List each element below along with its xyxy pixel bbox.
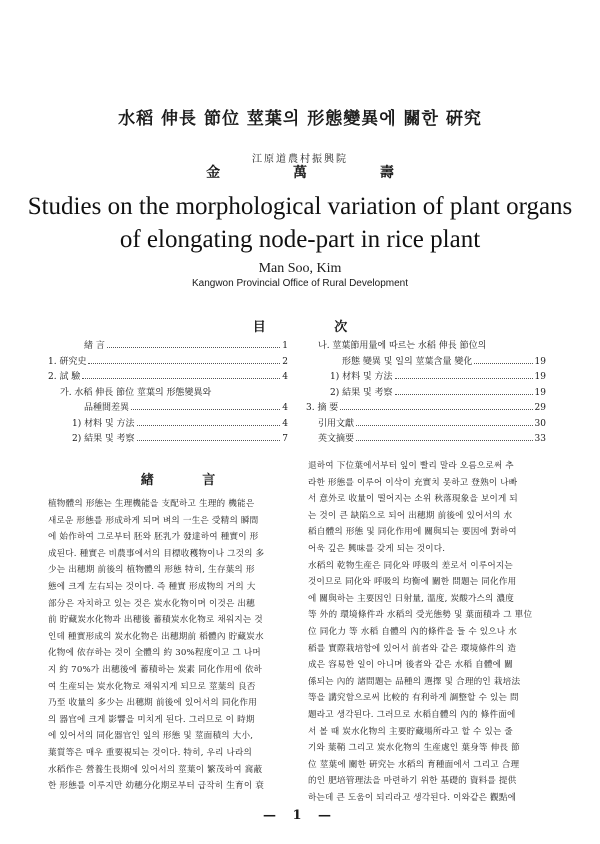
toc-entry: 3. 摘 要 29 xyxy=(306,403,546,413)
body-text-line: 部分은 자치하고 있는 것은 炭水化物이며 이것은 出穗 xyxy=(48,598,255,609)
body-text-left-column xyxy=(48,496,288,796)
body-text-line: 少는 出穗期 前後의 植物體의 形態 特히, 生存葉의 形 xyxy=(48,565,255,576)
toc-entry: 2) 結果 및 考察 19 xyxy=(330,387,546,398)
body-text-line: 한 形態를 이루지만 幼穗分化期로부터 급작히 生育이 衰 xyxy=(48,781,265,792)
toc-entry: 1) 材料 및 方法 4 xyxy=(72,418,288,429)
body-text-right-column xyxy=(308,458,548,808)
toc-entry: 引用文獻 30 xyxy=(318,418,546,429)
page-number: — 1 — xyxy=(262,808,338,823)
toc-right-column xyxy=(306,338,546,447)
body-text-line: 態에 크게 左右되는 것이다. 즉 種實 形成物의 거의 大 xyxy=(48,581,256,592)
body-text-line: 葉質等은 매우 重要視되는 것이다. 特히, 우리 나라의 xyxy=(48,747,253,758)
body-text-line: 여 生産되는 炭水化物로 채워지게 되므로 莖葉의 良否 xyxy=(48,681,256,692)
body-text-line: 成된다. 種實은 비農事에서의 目標收穫物이나 그것의 多 xyxy=(48,548,265,559)
body-text-line: 植物體의 形態는 生理機能을 支配하고 生理的 機能은 xyxy=(48,499,255,509)
body-text-line: 係되는 內的 諸問題는 品種의 選擇 및 合理的인 栽培法 xyxy=(308,676,521,687)
body-text-line: 지 約 70%가 出穗後에 蓄積하는 炭素 同化作用에 依하 xyxy=(48,664,263,675)
body-text-line: 하는데 큰 도움이 되리라고 생각된다. 이와같은 觀點에 xyxy=(308,792,517,803)
body-text-line: 에 關與하는 主要因인 日射量, 溫度, 炭酸가스의 濃度 xyxy=(308,593,515,604)
toc-entry: 品種間差異 4 xyxy=(84,403,288,413)
body-text-line: 의 器官에 크게 影響을 미치게 된다. 그러므로 이 時期 xyxy=(48,714,255,725)
body-text-line: 稻를 實際栽培함에 있어서 前者와 같은 環境條件의 造 xyxy=(308,643,517,654)
body-text-line: 稻自體의 形態 및 同化作用에 關與되는 要因에 對하여 xyxy=(308,527,517,538)
toc-entry: 形態 變異 및 일의 莖葉含量 變化 19 xyxy=(342,356,546,367)
english-title-line-2: of elongating node-part in rice plant xyxy=(119,226,481,253)
body-text-line: 等 外的 環境條件과 水稻의 受光態勢 및 葉面積과 그 單位 xyxy=(308,610,533,621)
body-text-line: 인데 種實形成의 炭水化物은 出穗期前 稻體內 貯藏炭水 xyxy=(48,631,264,642)
toc-entry: 2) 結果 및 考察 7 xyxy=(72,434,288,444)
korean-affiliation: 江原道農村振興院 xyxy=(252,154,348,165)
toc-entry: 나. 莖葉節用量에 따르는 水稻 伸長 節位의 xyxy=(318,341,487,351)
body-text-line: 的인 肥培管理法을 마련하기 위한 基礎的 資料를 提供 xyxy=(308,776,517,787)
english-title xyxy=(0,190,600,256)
toc-entry: 英文摘要 33 xyxy=(318,434,546,444)
body-text-line: 어욱 깊은 興味를 갖게 되는 것이다. xyxy=(308,543,446,554)
body-text-line: 에 始作하여 그로부터 胚와 胚乳가 發達하여 種實이 形 xyxy=(48,532,259,543)
body-text-line: 것이므로 同化와 呼吸의 均衡에 關한 問題는 同化作用 xyxy=(308,577,517,588)
body-text-line: 成은 容易한 일이 아니며 後者와 같은 水稻 自體에 關 xyxy=(308,660,513,671)
toc-heading: 目 次 xyxy=(252,320,380,335)
body-text-line: 水稻의 乾物生産은 同化와 呼吸의 差로서 이루어지는 xyxy=(308,560,513,571)
toc-left-column xyxy=(48,338,288,447)
body-text-line: 乃至 收量의 多少는 出穗期 前後에 있어서의 同化作用 xyxy=(48,698,258,709)
section-heading-introduction: 緖 言 xyxy=(140,473,238,488)
body-text-line: 退하여 下位葉에서부터 잎이 빨리 말라 오름으로써 추 xyxy=(308,461,514,471)
korean-author: 金 萬 壽 xyxy=(206,165,428,181)
toc-entry: 1. 硏究史 2 xyxy=(48,356,288,367)
body-text-line: 는 것이 큰 缺陷으로 되어 出穗期 前後에 있어서의 水 xyxy=(308,510,513,521)
body-text-line: 位 莖葉에 關한 硏究는 水稻의 育種面에서 그리고 合理 xyxy=(308,759,520,770)
body-text-line: 서 意外로 收量이 떨어지는 소위 秋落現象을 보이게 되 xyxy=(308,494,518,505)
body-text-line: 새로운 形態를 形成하게 되며 벼의 一生은 受精의 瞬間 xyxy=(48,515,259,526)
toc-entry: 가. 水稻 伸長 節位 莖葉의 形態變異와 xyxy=(60,387,212,398)
body-text-line: 位 同化力 等 水稻 自體의 內的條件을 들 수 있으나 水 xyxy=(308,626,518,637)
body-text-line: 라한 形態를 이루어 이삭이 充實치 못하고 登熟이 나빠 xyxy=(308,477,518,488)
body-text-line: 前 貯藏炭水化物과 出穗後 蓄積炭水化物로 채워지는 것 xyxy=(48,615,263,626)
korean-title: 水稻 伸長 節位 莖葉의 形態變異에 關한 硏究 xyxy=(118,109,482,129)
body-text-line: 題라고 생각된다. 그러므로 水稻自體의 內的 條件面에 xyxy=(308,709,516,720)
toc-entry: 2. 試 驗 4 xyxy=(48,372,288,382)
toc-entry: 緖 言 1 xyxy=(84,341,288,351)
body-text-line: 기와 葉鞘 그리고 炭水化物의 生産處인 葉身等 伸長 節 xyxy=(308,743,520,754)
body-text-line: 化物에 依存하는 것이 全體의 約 30%程度이고 그 나머 xyxy=(48,648,261,659)
body-text-line: 水稻作은 營養生長期에 있어서의 莖葉이 繁茂하여 窩蔽 xyxy=(48,764,263,775)
body-text-line: 等을 講究함으로써 比較的 有利하게 調整할 수 있는 問 xyxy=(308,693,519,704)
toc-entry: 1) 材料 및 方法 19 xyxy=(330,372,546,382)
body-text-line: 에 있어서의 同化器官인 잎의 形態 및 莖面積의 大小, xyxy=(48,731,254,742)
body-text-line: 서 볼 때 炭水化物의 主要貯藏場所라고 할 수 있는 줄 xyxy=(308,726,513,737)
english-author: Man Soo, Kim xyxy=(258,261,342,276)
english-affiliation: Kangwon Provincial Office of Rural Development xyxy=(191,278,409,289)
english-title-line-1: Studies on the morphological variation of plant organs xyxy=(27,193,573,220)
